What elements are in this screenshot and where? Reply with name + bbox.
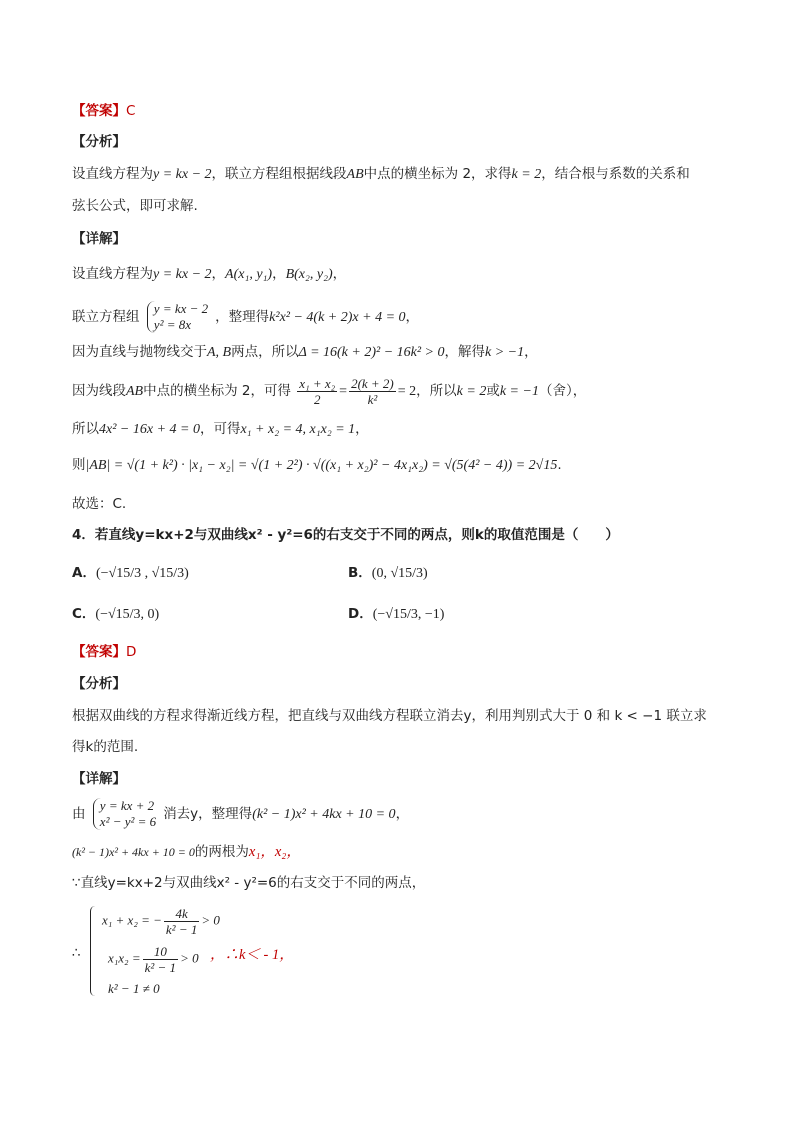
q4-detail-line-3: ∵直线y=kx+2与双曲线x² - y²=6的右支交于不同的两点， (72, 875, 426, 891)
condition-2: x₁x₂ = $\frac{10}{\text{k² − 1}}$ > 0 (108, 944, 199, 975)
q3-detail-line-6: 则|AB| = √(1 + k²) · |x₁ − x₂| = √(1 + 2²) · √((x₁ + x₂)² − 4x₁x₂) = √(5(4² − 4)) = 2√15. (72, 457, 562, 473)
q3-detail-line-3: 因为直线与抛物线交于A, B两点，所以Δ = 16(k + 2)² − 16k² > 0，解得k > −1， (72, 344, 538, 360)
q4-option-b: B．(0, √15/3) (348, 565, 428, 581)
fraction: $\frac{2(k + 2)}{\text{k²}}$ (351, 375, 394, 407)
q3-analysis-line-2: 弦长公式，即可求解. (72, 198, 198, 214)
q4-option-c: C．(−√15/3, 0) (72, 606, 160, 622)
q4-analysis-line-2: 得k的范围. (72, 739, 139, 755)
q4-detail-tag: 【详解】 (72, 771, 126, 787)
q3-detail-tag: 【详解】 (72, 231, 126, 247)
q4-analysis-line-1: 根据双曲线的方程求得渐近线方程，把直线与双曲线方程联立消去y，利用判别式大于 0 和 k < −1 联立求 (72, 708, 707, 724)
system-brace (90, 906, 95, 996)
answer-value: C (126, 103, 136, 119)
answer-tag: 【答案】 (72, 644, 126, 660)
condition-1: x₁ + x₂ = − $\frac{4k}{\text{k² − 1}}$ > 0 (102, 906, 220, 937)
q4-detail-line-1: 由 y = kx + 2 x² − y² = 6 消去y，整理得(k² − 1)x² + 4kx + 10 = 0， (72, 798, 410, 829)
q3-choose-line: 故选：C. (72, 496, 127, 512)
answer-tag: 【答案】 (72, 103, 126, 119)
q4-question: 4．若直线y=kx+2与双曲线x² - y²=6的右支交于不同的两点，则k的取值范围是（ ） (72, 527, 619, 543)
condition-3: k² − 1 ≠ 0 (108, 981, 160, 996)
conclusion: ，∴k＜ - 1， (210, 947, 294, 963)
q3-analysis-line-1: 设直线方程为y = kx − 2，联立方程组根据线段AB中点的横坐标为 2，求得k = 2，结合根与系数的关系和 (72, 166, 690, 182)
q3-detail-line-5: 所以4x² − 16x + 4 = 0，可得x₁ + x₂ = 4, x₁x₂ = 1， (72, 421, 369, 437)
q4-answer-line (72, 642, 136, 662)
q4-detail-line-2: (k² − 1)x² + 4kx + 10 = 0的两根为x₁，x₂， (72, 844, 301, 860)
q4-analysis-tag: 【分析】 (72, 676, 126, 692)
equation-system: y = kx − 2 y² = 8x (147, 301, 212, 333)
q3-detail-line-2: 联立方程组 y = kx − 2 y² = 8x ，整理得k²x² − 4(k + 2)x + 4 = 0， (72, 301, 420, 332)
q3-detail-line-4: 因为线段AB中点的横坐标为 2，可得 $\frac{\text{x₁ + x₂}}{2}$ = $\frac{2(k + 2)}{\text{k²}}$ = 2，所以k = 2或k = −1（舍）， (72, 375, 587, 407)
fraction: $\frac{\text{x₁ + x₂}}{2}$ (299, 375, 336, 407)
q4-option-a: A．(−√15/3 , √15/3) (72, 565, 189, 581)
answer-value: D (126, 644, 137, 660)
q3-answer-line (72, 101, 135, 121)
q3-detail-line-1: 设直线方程为y = kx − 2，A(x₁, y₁)，B(x₂, y₂)， (72, 266, 347, 282)
equation-system: y = kx + 2 x² − y² = 6 (93, 798, 160, 830)
q3-analysis-tag: 【分析】 (72, 134, 126, 150)
q4-option-d: D．(−√15/3, −1) (348, 606, 445, 622)
